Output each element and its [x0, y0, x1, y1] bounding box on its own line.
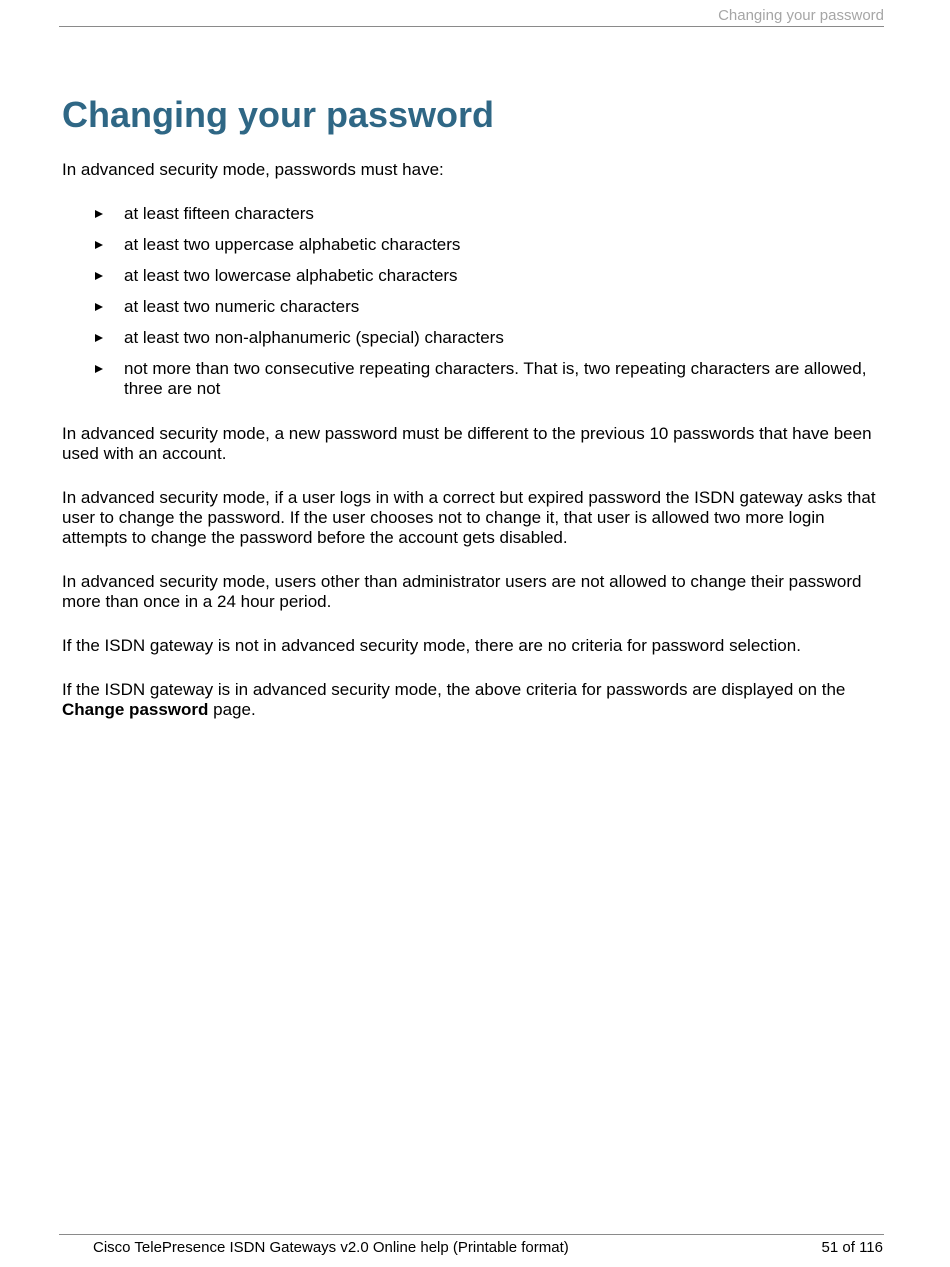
running-footer	[59, 1234, 884, 1256]
criteria-display-paragraph	[62, 680, 882, 720]
page-content	[62, 92, 882, 720]
list-item	[62, 204, 882, 224]
triangle-bullet-icon	[95, 241, 103, 249]
list-item-text: at least two numeric characters	[124, 297, 360, 316]
non-advanced-mode-paragraph: If the ISDN gateway is not in advanced security mode, there are no criteria for password selection.	[62, 636, 801, 655]
triangle-bullet-icon	[95, 303, 103, 311]
change-password-page-name: Change password	[62, 700, 209, 719]
triangle-bullet-icon	[95, 272, 103, 280]
list-item	[62, 359, 882, 399]
list-item-text: at least two lowercase alphabetic characters	[124, 266, 458, 285]
triangle-bullet-icon	[95, 334, 103, 342]
list-item	[62, 297, 882, 317]
criteria-display-text-before: If the ISDN gateway is in advanced security mode, the above criteria for passwords are displayed on the	[62, 680, 846, 699]
list-item-text: not more than two consecutive repeating characters. That is, two repeating characters are allowed, three are not	[124, 359, 867, 398]
page-title: Changing your password	[62, 94, 495, 135]
intro-paragraph: In advanced security mode, passwords must have:	[62, 160, 444, 179]
expired-password-paragraph: In advanced security mode, if a user logs in with a correct but expired password the ISDN gateway asks that user to change the password. If the user chooses not to change it, that user is allowed two more login attempts to change the password before the account gets disabled.	[62, 488, 876, 547]
triangle-bullet-icon	[95, 210, 103, 218]
list-item	[62, 266, 882, 286]
list-item	[62, 328, 882, 348]
password-requirements-list	[62, 204, 882, 399]
footer-page-number: 51 of 116	[821, 1239, 883, 1256]
list-item	[62, 235, 882, 255]
running-header-title: Changing your password	[718, 7, 884, 24]
triangle-bullet-icon	[95, 365, 103, 373]
list-item-text: at least two non-alphanumeric (special) characters	[124, 328, 504, 347]
list-item-text: at least two uppercase alphabetic characters	[124, 235, 461, 254]
footer-doc-title: Cisco TelePresence ISDN Gateways v2.0 Online help (Printable format)	[93, 1239, 569, 1256]
password-history-paragraph: In advanced security mode, a new password must be different to the previous 10 passwords that have been used with an account.	[62, 424, 872, 463]
change-frequency-paragraph: In advanced security mode, users other than administrator users are not allowed to change their password more than once in a 24 hour period.	[62, 572, 862, 611]
criteria-display-text-after: page.	[208, 700, 256, 719]
list-item-text: at least fifteen characters	[124, 204, 314, 223]
running-header	[59, 6, 884, 27]
